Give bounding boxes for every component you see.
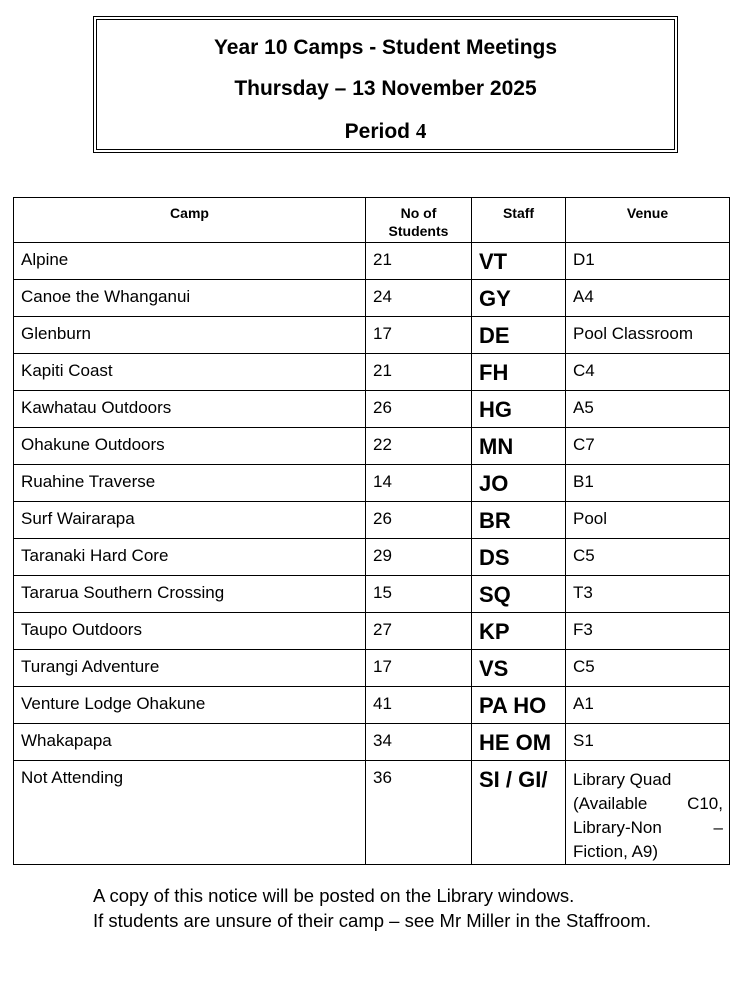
student-count: 26 [366,391,472,428]
period-label: Period [344,120,416,143]
page-title: Year 10 Camps - Student Meetings [213,36,558,59]
students-header-line2: Students [388,223,449,239]
venue: A4 [566,280,730,317]
student-count: 29 [366,539,472,576]
header-box [93,16,678,153]
table-row [14,687,730,724]
venue-column-header: Venue [566,198,730,243]
staff-codes: VS [472,650,566,687]
staff-codes: SI / GI/ [472,761,566,865]
staff-codes: VT [472,243,566,280]
notice-line: If students are unsure of their camp – see Mr Miller in the Staffroom. [93,909,651,931]
table-row [14,613,730,650]
venue [566,761,730,865]
student-count: 26 [366,502,472,539]
students-header-line1: No of [400,205,437,221]
staff-codes: HE OM [472,724,566,761]
staff-codes: JO [472,465,566,502]
student-count: 36 [366,761,472,865]
table-header-row [14,198,730,243]
student-count: 27 [366,613,472,650]
venue: C4 [566,354,730,391]
camp-name: Alpine [14,243,366,280]
camp-name: Taranaki Hard Core [14,539,366,576]
camps-table [13,197,730,865]
table-row [14,502,730,539]
venue: F3 [566,613,730,650]
staff-codes: PA HO [472,687,566,724]
venue: S1 [566,724,730,761]
camp-column-header: Camp [14,198,366,243]
table-row [14,391,730,428]
student-count: 15 [366,576,472,613]
camp-name: Venture Lodge Ohakune [14,687,366,724]
table-row [14,539,730,576]
table-row [14,354,730,391]
staff-column-header: Staff [472,198,566,243]
venue-line: Library Quad [573,770,672,789]
camp-name: Kawhatau Outdoors [14,391,366,428]
staff-codes: BR [472,502,566,539]
notice-text [93,884,653,933]
table-row [14,465,730,502]
staff-codes: SQ [472,576,566,613]
venue-line: Fiction, A9) [573,842,659,861]
table-row [14,576,730,613]
period-number: 4 [415,119,427,143]
table-row [14,317,730,354]
meeting-date: Thursday – 13 November 2025 [234,77,537,100]
venue: C5 [566,539,730,576]
camp-name: Tararua Southern Crossing [14,576,366,613]
table-row [14,428,730,465]
venue: C5 [566,650,730,687]
camp-name: Turangi Adventure [14,650,366,687]
camp-name: Ohakune Outdoors [14,428,366,465]
camp-name: Canoe the Whanganui [14,280,366,317]
students-column-header [366,198,472,243]
student-count: 34 [366,724,472,761]
staff-codes: DE [472,317,566,354]
staff-codes: HG [472,391,566,428]
student-count: 41 [366,687,472,724]
staff-codes: MN [472,428,566,465]
student-count: 17 [366,317,472,354]
venue: B1 [566,465,730,502]
venue: Pool Classroom [566,317,730,354]
student-count: 22 [366,428,472,465]
camp-name: Surf Wairarapa [14,502,366,539]
venue: C7 [566,428,730,465]
student-count: 17 [366,650,472,687]
venue: A5 [566,391,730,428]
staff-codes: DS [472,539,566,576]
table-row-not-attending [14,761,730,865]
table-row [14,650,730,687]
staff-codes: KP [472,613,566,650]
camp-name: Taupo Outdoors [14,613,366,650]
camp-name: Ruahine Traverse [14,465,366,502]
student-count: 21 [366,243,472,280]
venue: T3 [566,576,730,613]
student-count: 24 [366,280,472,317]
student-count: 21 [366,354,472,391]
venue: Pool [566,502,730,539]
camp-name: Not Attending [14,761,366,865]
staff-codes: GY [472,280,566,317]
venue-line: Library-Non – [573,818,723,837]
staff-codes: FH [472,354,566,391]
student-count: 14 [366,465,472,502]
camp-name: Glenburn [14,317,366,354]
meeting-period [97,119,674,144]
table-row [14,724,730,761]
camp-name: Kapiti Coast [14,354,366,391]
table-row [14,243,730,280]
camp-name: Whakapapa [14,724,366,761]
venue: D1 [566,243,730,280]
notice-line: A copy of this notice will be posted on the Library windows. [93,885,575,906]
venue-line: (Available C10, [573,794,723,813]
table-row [14,280,730,317]
venue: A1 [566,687,730,724]
